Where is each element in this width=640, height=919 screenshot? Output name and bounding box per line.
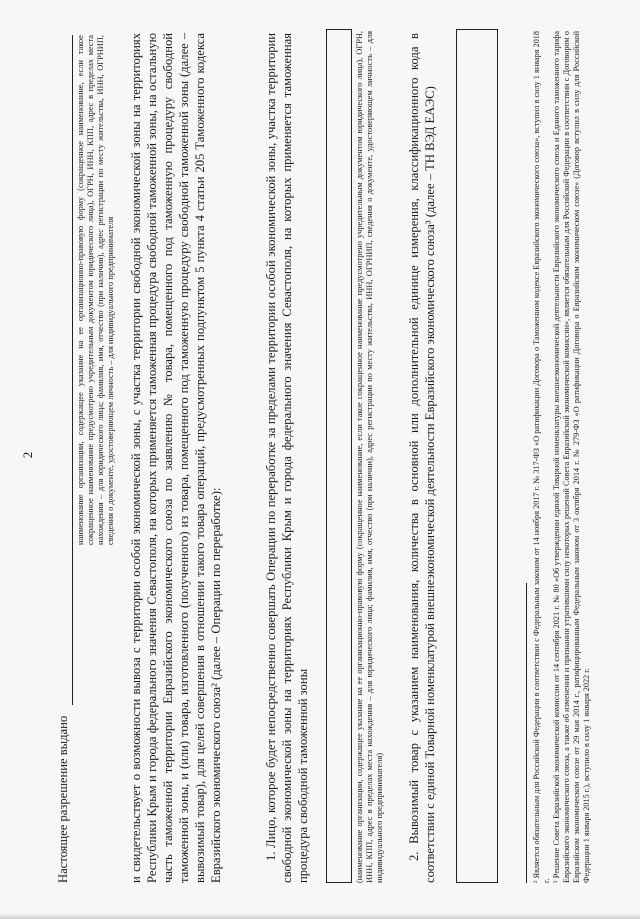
document-sheet: [8, 10, 628, 905]
scan-edge: [0, 913, 640, 919]
footnote-separator: [526, 583, 527, 883]
item1-entry-box[interactable]: [326, 29, 352, 883]
item1-text: 1. Лицо, которое будет непосредственно совершать Операции по переработке за пределами территории особой экономической зоны, участка территории свободной экономической зоны на территориях Республики Крым и города федерального значения Севастополя, на которых применяется таможенная процедура свободной таможенной зоны: [264, 33, 310, 883]
intro-caption: наименование организации, содержащее указание на ее организационно-правовую форму (сокращенное наименование, если такое сокращенное наименование предусмотрено учредительным документом юридического лица), ОГРН, ИНН, КПП, адрес в пределах места нахождения – для юридического лица; фамилия, имя, отчество (при наличии), адрес регистрации по месту жительства, ИНН, ОГРНИП, сведения о документе, удостоверяющем личность – для индивидуального предпринимателя: [76, 35, 115, 545]
footnote-3: ³ Решение Совета Евразийской экономической комиссии от 14 сентября 2021 г. № 80 «Об утверждении единой Товарной номенклатуры внешнеэкономической деятельности Евразийского экономического союза и Единого таможенного тарифа Евразийского экономического союза, а также об изменении и признании утратившими силу некоторых решений Совета Евразийской экономической комиссии», является обязательным для Российской Федерации в соответствии с Договором о Евразийском экономическом союзе от 29 мая 2014 г., ратифицированным Федеральным законом от 3 октября 2014 г. № 279-ФЗ «О ратификации Договора о Евразийском экономическом союзе» (Договор вступил в силу для Российской Федерации 1 января 2015 г.), вступило в силу 1 января 2022 г.: [552, 31, 591, 883]
main-paragraph: и свидетельствует о возможности вывоза с территории особой экономической зоны, с участка территории свободной экономической зоны на территориях Республики Крым и города федерального значения Севастополя, на которых применяется таможенная процедура свободной таможенной зоны, на остальную часть таможенной территории Евразийского экономического союза по заявлению № товара, помещенного под таможенную процедуру свободной таможенной зоны, и (или) товара, изготовленного (полученного) из товара, помещенного под таможенную процедуру свободной таможенной зоны (далее – вывозимый товар), для целей совершения в отношении такого товара операций, предусмотренных подпунктом 5 пункта 4 статьи 205 Таможенного кодекса Евразийского экономического союза² (далее – Операции по переработке):: [129, 33, 223, 883]
item2-entry-box[interactable]: [456, 29, 498, 883]
page-number: 2: [20, 451, 35, 459]
item2-text: 2. Вывозимый товар с указанием наименования, количества в основной или дополнительной единице измерения, классификационного кода в соответствии с единой Товарной номенклатурой внешнеэкономической деятельности Евразийского экономического союза³ (далее – ТН ВЭД ЕАЭС): [407, 33, 437, 883]
intro-label: Настоящее разрешение выдано: [56, 715, 70, 883]
intro-underline: [72, 35, 73, 705]
footnote-2: ² Является обязательным для Российской Федерации в соответствии с Федеральным законом от 14 ноября 2017 г. № 317-ФЗ «О ратификации Договора о Таможенном кодексе Евразийского экономического союза», вступил в силу 1 января 2018 г.: [532, 31, 551, 883]
item1-caption: (наименование организации, содержащее указание на ее организационно-правовую форму (сокращенное наименование, если такое сокращенное наименование предусмотрено учредительным документом юридического лица), ОГРН, ИНН, КПП, адрес в пределах места нахождения – для юридического лица; фамилия, имя, отчество (при наличии), адрес регистрации по месту жительства, ИНН, ОГРНИП, сведения о документе, удостоверяющем личность – для индивидуального предпринимателя): [355, 31, 384, 883]
